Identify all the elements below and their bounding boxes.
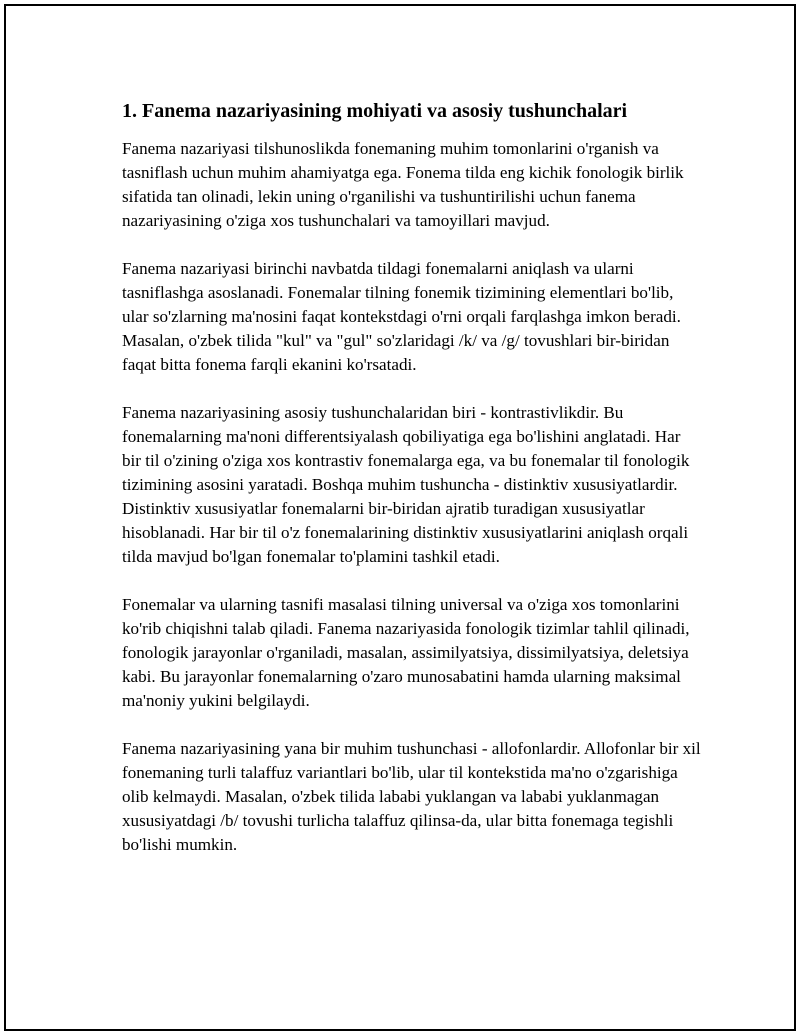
paragraph-5: Fanema nazariyasining yana bir muhim tushunchasi - allofonlardir. Allofonlar bir xil fonemaning turli talaffuz variantlari bo'lib, ular til kontekstida ma'no o'zgarishiga olib kelmaydi. Masalan, o'zbek tilida lababi yuklangan va lababi yuklanmagan xususiyatdagi /b/ tovushi turlicha talaffuz qilinsa-da, ular bitta fonemaga tegishli bo'lishi mumkin. xyxy=(122,739,701,854)
paragraph-4: Fonemalar va ularning tasnifi masalasi tilning universal va o'ziga xos tomonlarini ko'rib chiqishni talab qiladi. Fanema nazariyasida fonologik tizimlar tahlil qilinadi, fonologik jarayonlar o'rganiladi, masalan, assimilyatsiya, dissimilyatsiya, deletsiya kabi. Bu jarayonlar fonemalarning o'zaro munosabatini hamda ularning maksimal ma'noniy yukini belgilaydi. xyxy=(122,595,690,710)
document-body xyxy=(122,97,702,881)
section-heading: 1. Fanema nazariyasining mohiyati va asosiy tushunchalari xyxy=(122,100,628,122)
paragraph-2: Fanema nazariyasi birinchi navbatda tildagi fonemalarni aniqlash va ularni tasniflashga asoslanadi. Fonemalar tilning fonemik tizimining elementlari bo'lib, ular so'zlarning ma'nosini faqat kontekstdagi o'rni orqali farqlashga imkon beradi. Masalan, o'zbek tilida "kul" va "gul" so'zlaridagi /k/ va /g/ tovushlari bir-biridan faqat bitta fonema farqli ekanini ko'rsatadi. xyxy=(122,259,681,374)
paragraph-1: Fanema nazariyasi tilshunoslikda fonemaning muhim tomonlarini o'rganish va tasniflash uchun muhim ahamiyatga ega. Fonema tilda eng kichik fonologik birlik sifatida tan olinadi, lekin uning o'rganilishi va tushuntirilishi uchun fanema nazariyasining o'ziga xos tushunchalari va tamoyillari mavjud. xyxy=(122,139,684,230)
paragraph-3: Fanema nazariyasining asosiy tushunchalaridan biri - kontrastivlikdir. Bu fonemalarning ma'noni differentsiyalash qobiliyatiga ega bo'lishini anglatadi. Har bir til o'zining o'ziga xos kontrastiv fonemalarga ega, va bu fonemalar til fonologik tizimining asosini yaratadi. Boshqa muhim tushuncha - distinktiv xususiyatlardir. Distinktiv xususiyatlar fonemalarni bir-biridan ajratib turadigan xususiyatlar hisoblanadi. Har bir til o'z fonemalarining distinktiv xususiyatlarini aniqlash orqali tilda mavjud bo'lgan fonemalar to'plamini tashkil etadi. xyxy=(122,403,690,566)
page-frame xyxy=(4,4,796,1031)
